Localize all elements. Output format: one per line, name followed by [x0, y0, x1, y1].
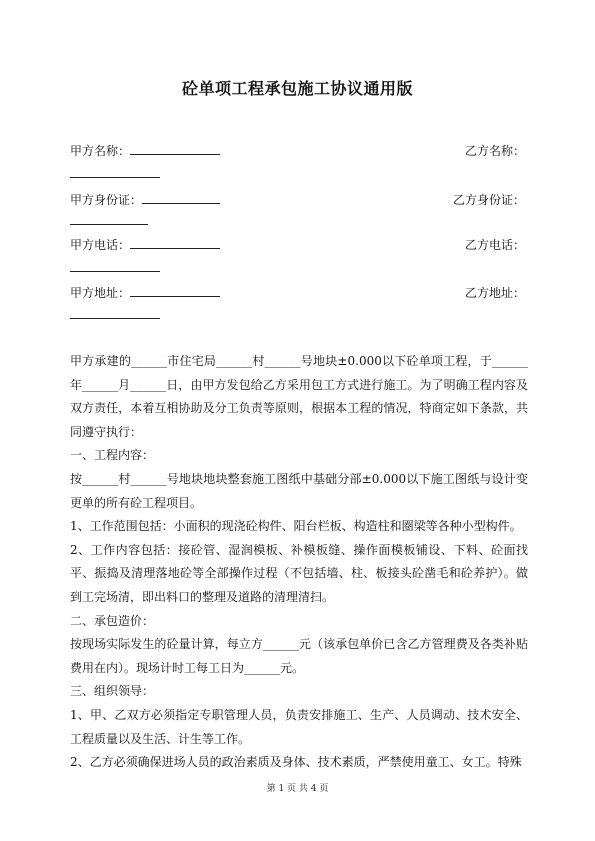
party-a-name-field [70, 142, 220, 159]
party-b-address-blank [70, 318, 160, 319]
organization-paragraph-2: 2、乙方必须确保进场人员的政治素质及身体、技术素质，严禁使用童工、女工。特殊 [70, 755, 522, 770]
party-row-address [70, 284, 525, 304]
section-heading-work-content: 一、工程内容： [70, 448, 155, 463]
party-row-id [70, 191, 525, 211]
party-row-phone [70, 236, 525, 256]
party-b-address-label: 乙方地址： [464, 286, 525, 300]
party-a-address-field [70, 284, 220, 301]
party-a-id-blank [142, 191, 220, 204]
party-a-name-label: 甲方名称： [70, 144, 131, 158]
party-b-id-blank [70, 224, 148, 225]
party-a-phone-label: 甲方电话： [70, 238, 131, 252]
party-a-address-blank [130, 284, 220, 297]
party-a-phone-field [70, 236, 220, 253]
section-heading-organization: 三、组织领导： [70, 684, 155, 699]
party-row-name [70, 142, 525, 162]
organization-paragraph-1: 1、甲、乙双方必须指定专职管理人员，负责安排施工、生产、人员调动、技术安全、工程质量以及生活、计生等工作。 [70, 707, 528, 746]
work-scope-paragraph: 1、工作范围包括：小面积的现浇砼构件、阳台栏板、构造柱和圈梁等各种小型构件。 [70, 519, 522, 534]
party-b-id-label: 乙方身份证： [452, 193, 525, 207]
party-a-name-blank [130, 142, 220, 155]
party-a-id-label: 甲方身份证： [70, 193, 143, 207]
party-b-phone-label: 乙方电话： [464, 238, 525, 252]
section-heading-price: 二、承包造价： [70, 613, 155, 628]
work-items-paragraph: 2、工作内容包括：接砼管、湿润模板、补模板缝、操作面模板铺设、下料、砼面找平、振捣及清理落地砼等全部操作过程（不包括墙、柱、板接头砼凿毛和砼养护）。做到工完场清，即出料口的整理及道路的清理清扫。 [70, 542, 528, 604]
agreement-body [70, 350, 528, 775]
party-a-phone-blank [130, 236, 220, 249]
party-a-address-label: 甲方地址： [70, 286, 131, 300]
work-content-paragraph: 按______村______号地块地块整套施工图纸中基础分部±0.000以下施工图纸与设计变更单的所有砼工程项目。 [70, 471, 528, 510]
party-b-phone-blank [70, 271, 160, 272]
price-paragraph: 按现场实际发生的砼量计算，每立方______元（该承包单价已含乙方管理费及各类补贴费用在内）。现场计时工每工日为______元。 [70, 637, 528, 675]
page-number-footer: 第 1 页 共 4 页 [266, 784, 329, 794]
document-title: 砼单项工程承包施工协议通用版 [181, 79, 413, 98]
intro-paragraph: 甲方承建的______市住宅局______村______号地块±0.000以下砼单项工程，于______年______月______日，由甲方发包给乙方采用包工方式进行施工。为了明确工程内容及双方责任，本着互相协助及分工负责等原则，根据本工程的情况，特商定如下条款，共同遵守执行： [70, 354, 528, 439]
party-b-name-blank [70, 177, 160, 178]
party-b-name-label: 乙方名称： [464, 144, 525, 158]
party-a-id-field [70, 191, 220, 208]
